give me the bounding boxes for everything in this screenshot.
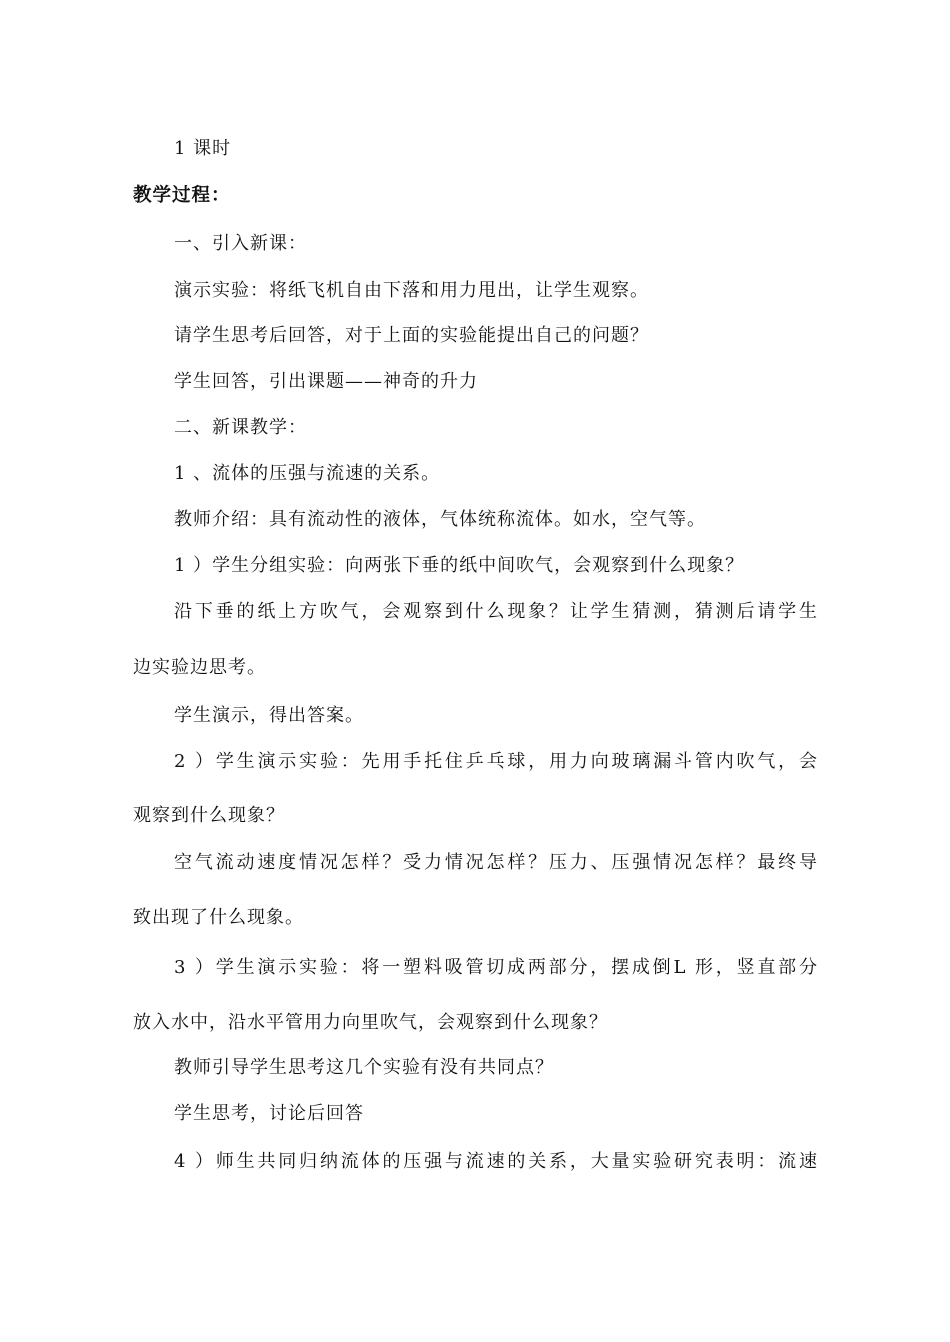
- paragraph-line: 致出现了什么现象。: [133, 907, 304, 928]
- paragraph-line: 2 ）学生演示实验：先用手托住乒乓球，用力向玻璃漏斗管内吹气，会: [174, 751, 818, 772]
- paragraph-line: 放入水中，沿水平管用力向里吹气，会观察到什么现象？: [133, 1012, 608, 1033]
- paragraph-line: 空气流动速度情况怎样？受力情况怎样？压力、压强情况怎样？最终导: [174, 852, 818, 873]
- paragraph-line: 学生回答，引出课题——神奇的升力: [174, 371, 478, 392]
- paragraph-line: 请学生思考后回答，对于上面的实验能提出自己的问题？: [174, 325, 649, 346]
- paragraph-line: 教师引导学生思考这几个实验有没有共同点？: [174, 1057, 554, 1078]
- lesson-duration: 1 课时: [174, 138, 232, 159]
- subsection-heading-intro: 一、引入新课：: [174, 233, 307, 254]
- paragraph-line: 学生思考，讨论后回答: [174, 1103, 364, 1124]
- paragraph-line: 观察到什么现象？: [133, 805, 285, 826]
- paragraph-line: 边实验边思考。: [133, 657, 266, 678]
- paragraph-line: 1 ）学生分组实验：向两张下垂的纸中间吹气，会观察到什么现象？: [174, 555, 745, 576]
- subsection-heading-new-lesson: 二、新课教学：: [174, 417, 307, 438]
- paragraph-line: 演示实验：将纸飞机自由下落和用力甩出，让学生观察。: [174, 280, 649, 301]
- paragraph-line: 4 ）师生共同归纳流体的压强与流速的关系，大量实验研究表明：流速: [174, 1151, 818, 1172]
- paragraph-line: 教师介绍：具有流动性的液体，气体统称流体。如水，空气等。: [174, 509, 706, 530]
- section-heading-teaching-process: 教学过程：: [133, 185, 231, 206]
- paragraph-line: 1 、流体的压强与流速的关系。: [174, 463, 441, 484]
- paragraph-line: 学生演示，得出答案。: [174, 705, 364, 726]
- paragraph-line: 沿下垂的纸上方吹气，会观察到什么现象？让学生猜测，猜测后请学生: [174, 601, 818, 622]
- paragraph-line: 3 ）学生演示实验：将一塑料吸管切成两部分，摆成倒L 形，竖直部分: [174, 957, 818, 978]
